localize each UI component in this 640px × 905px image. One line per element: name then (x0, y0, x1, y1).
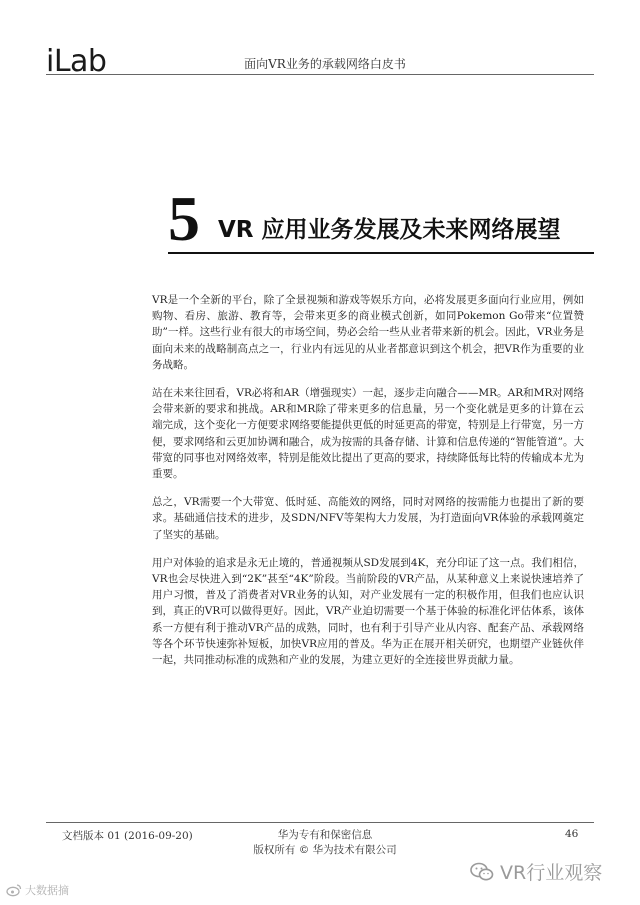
copyright-notice: 版权所有 © 华为技术有限公司 (253, 844, 397, 856)
paragraph: 站在未来往回看，VR必将和AR（增强现实）一起，逐步走向融合——MR。AR和MR对网络会带来新的要求和挑战。AR和MR除了带来更多的信息量，另一个变化就是更多的计算在云端完成，这个变化一方便要求网络要能提供更低的时延更高的带宽，特别是上行带宽，另一方便，要求网络和云更加协调和融合，成为按需的具备存储、计算和信息传递的“智能管道”。大带宽的同事也对网络效率，特别是能效比提出了更高的要求，持续降低每比特的传输成本尤为重要。 (152, 387, 584, 481)
paragraph: 用户对体验的追求是永无止境的，普通视频从SD发展到4K，充分印证了这一点。我们相信，VR也会尽快进入到“2K”甚至“4K”阶段。当前阶段的VR产品，从某种意义上来说快速培养了用户习惯，普及了消费者对VR业务的认知，对产业发展有一定的积极作用，但我们也应认识到，真正的VR可以做得更好。因此，VR产业迫切需要一个基于体验的标准化评估体系，该体系一方便有利于推动VR产品的成熟，同时，也有利于引导产业从内容、配套产品、承载网络等各个环节快速弥补短板，加快VR应用的普及。华为正在展开相关研究，也期望产业链伙伴一起，共同推动标准的成熟和产业的发展，为建立更好的全连接世界贡献力量。 (152, 556, 584, 667)
footer-divider (46, 822, 594, 823)
wechat-account-name: VR行业观察 (500, 862, 603, 884)
wechat-watermark (470, 858, 602, 885)
paragraph: VR是一个全新的平台，除了全景视频和游戏等娱乐方向，必将发展更多面向行业应用，例如购物、看房、旅游、教育等，会带来更多的商业模式创新，如同Pokemon Go带来“位置赞助”一样。这些行业有很大的市场空间，势必会给一些从业者带来新的机会。因此，VR业务是面向未来的战略制高点之一，行业内有远见的从业者都意识到这个机会，把VR作为重要的业务战略。 (152, 294, 584, 371)
footer-center (240, 828, 410, 858)
chapter-title: VR 应用业务发展及未来网络展望 (218, 217, 561, 243)
header-divider (46, 74, 594, 75)
body-text (152, 292, 584, 680)
chapter-heading (168, 180, 561, 254)
weibo-account-name: 大数据摘 (25, 884, 69, 897)
document-title: 面向VR业务的承载网络白皮书 (244, 57, 406, 71)
confidential-notice: 华为专有和保密信息 (277, 829, 373, 841)
document-version: 文档版本 01 (2016-09-20) (62, 830, 193, 842)
chapter-number: 5 (168, 183, 200, 254)
paragraph: 总之，VR需要一个大带宽、低时延、高能效的网络，同时对网络的按需能力也提出了新的要求。基础通信技术的进步，及SDN/NFV等架构大力发展，为打造面向VR体验的承载网奠定了坚实的基础。 (152, 496, 584, 541)
wechat-icon (470, 862, 494, 882)
ilab-logo: iLab (46, 44, 107, 79)
weibo-icon (6, 883, 22, 897)
chapter-divider (168, 252, 594, 254)
weibo-watermark (6, 882, 69, 898)
page-number: 46 (565, 828, 579, 840)
